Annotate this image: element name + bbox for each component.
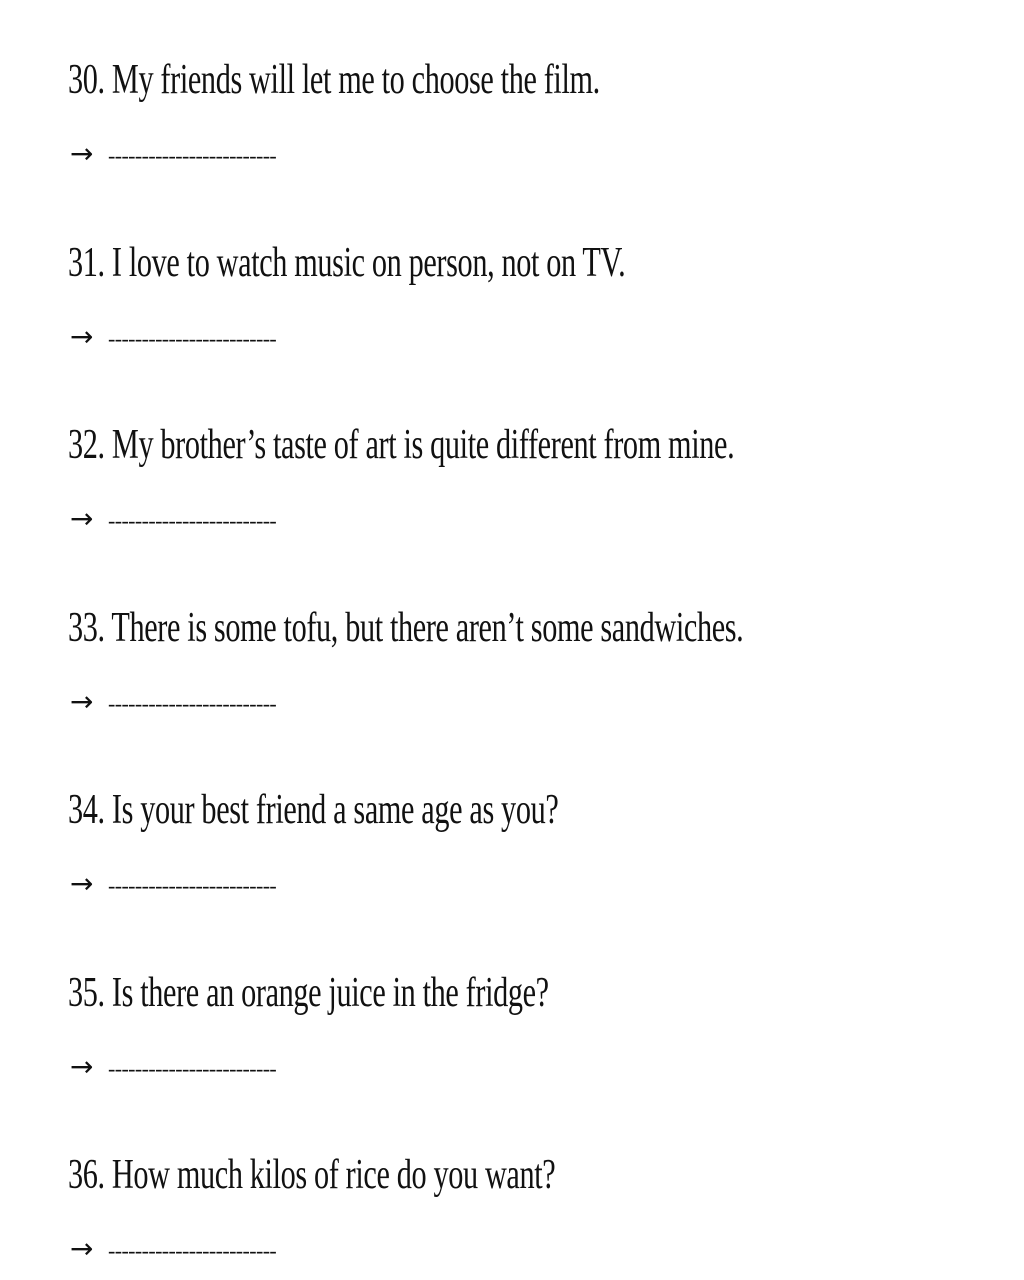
answer-blank[interactable]: -------------------------	[108, 1056, 277, 1081]
question-text: 31. I love to watch music on person, not on TV.	[68, 240, 626, 286]
question-text: 34. Is your best friend a same age as you?	[68, 787, 559, 833]
arrow-right-icon: →	[70, 685, 94, 718]
answer-blank[interactable]: -------------------------	[108, 143, 277, 168]
arrow-right-icon: →	[70, 867, 94, 900]
question-text: 35. Is there an orange juice in the fridge?	[68, 970, 549, 1016]
answer-line[interactable]	[68, 317, 388, 357]
question-text: 33. There is some tofu, but there aren’t some sandwiches.	[68, 605, 744, 651]
answer-line[interactable]	[68, 1047, 388, 1087]
question-text: 30. My friends will let me to choose the film.	[68, 57, 600, 103]
arrow-right-icon: →	[70, 320, 94, 353]
answer-line[interactable]	[68, 499, 388, 539]
arrow-right-icon: →	[70, 1232, 94, 1265]
arrow-right-icon: →	[70, 502, 94, 535]
answer-blank[interactable]: -------------------------	[108, 691, 277, 716]
answer-blank[interactable]: -------------------------	[108, 508, 277, 533]
arrow-right-icon: →	[70, 137, 94, 170]
answer-blank[interactable]: -------------------------	[108, 326, 277, 351]
question-text: 32. My brother’s taste of art is quite different from mine.	[68, 422, 735, 468]
answer-line[interactable]	[68, 1229, 388, 1269]
arrow-right-icon: →	[70, 1050, 94, 1083]
answer-line[interactable]	[68, 134, 388, 174]
question-text: 36. How much kilos of rice do you want?	[68, 1152, 556, 1198]
answer-blank[interactable]: -------------------------	[108, 873, 277, 898]
answer-line[interactable]	[68, 864, 388, 904]
answer-line[interactable]	[68, 682, 388, 722]
answer-blank[interactable]: -------------------------	[108, 1238, 277, 1263]
